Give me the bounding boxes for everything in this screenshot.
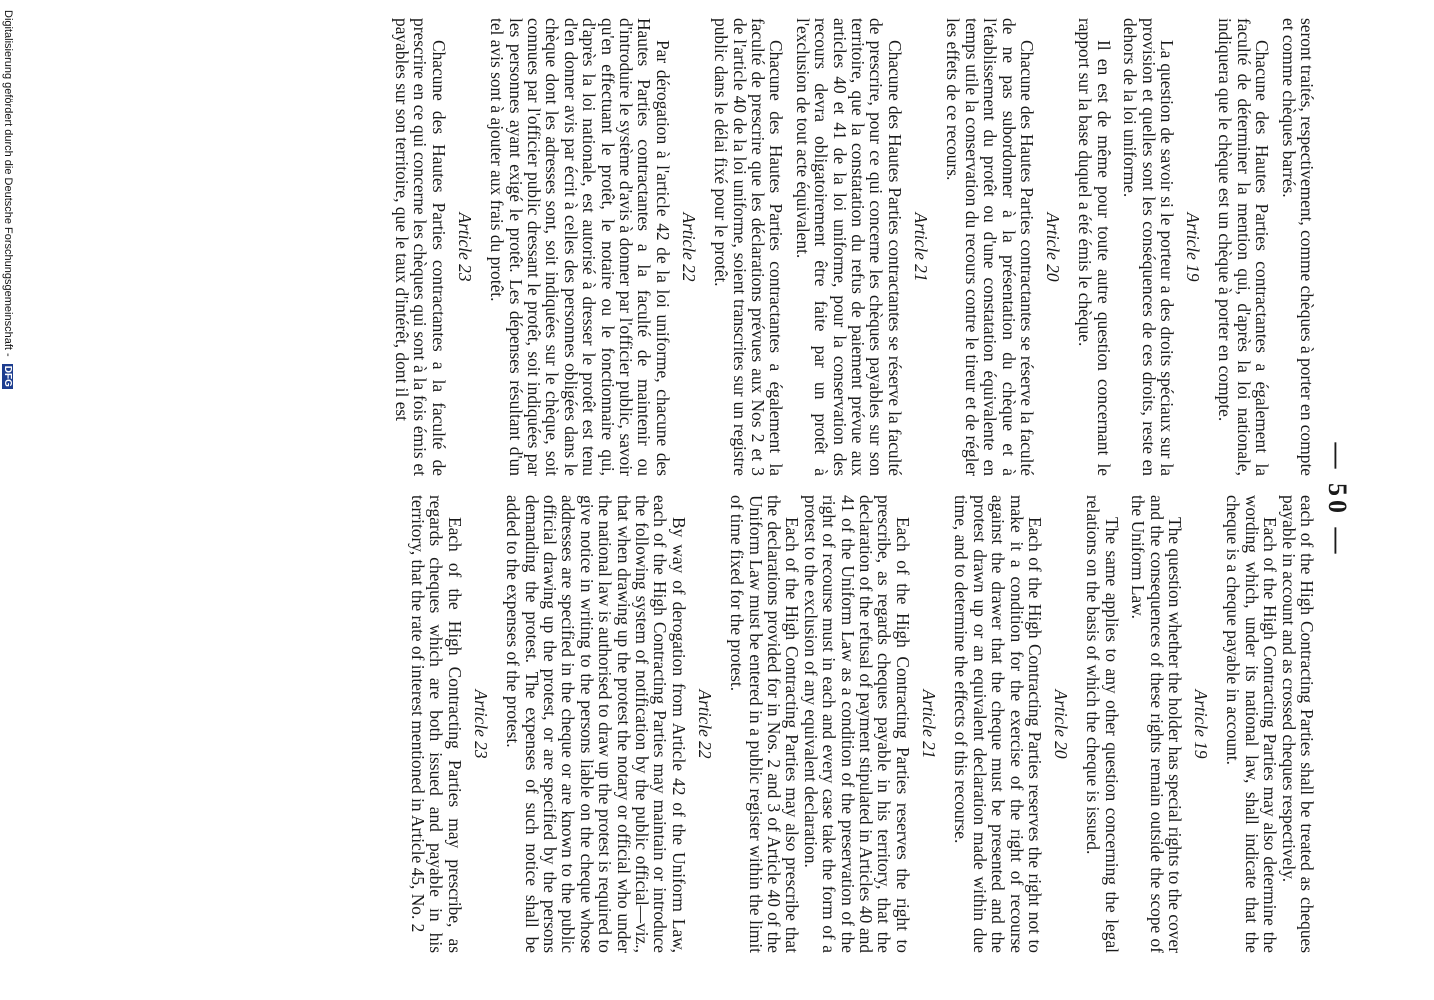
fr-article-20-heading: Article 20 bbox=[1042, 212, 1063, 282]
digitization-credit bbox=[2, 0, 14, 1000]
fr-article-22-heading: Article 22 bbox=[678, 212, 699, 282]
en-article-22-heading: Article 22 bbox=[694, 689, 715, 759]
page-number: — 50 — bbox=[1323, 442, 1352, 558]
fr-paragraph: Par dérogation à l'article 42 de la loi uniforme, chacune des Hautes Parties contractantes a la faculté de maintenir ou d'introduire le système d'avis à donner par l'officier public, savoir qu'en effectuant le protêt, le notaire ou le fonctionnaire qui, d'après la loi nationale, est autorisé à dresser le protêt est tenu d'en donner avis par écrit à celles des personnes obligées dans le chèque dont les adresses sont, soit indiquées sur le chèque, soit connues par l'officier public dressant le protêt, soit indiquées par les personnes ayant exigé le protêt. Les dépenses résultant d'un tel avis sont à ajouter aux frais du protêt. bbox=[487, 18, 673, 476]
en-paragraph: Each of the High Contracting Parties reserves the right to prescribe, as regards cheques payable in his territory, that the declaration of the refusal of payment stipulated in Articles 40 and 41 of the Uniform Law as a condition of the preservation of the right of recourse must in each and every case take the form of a protest to the exclusion of any equivalent declaration. bbox=[800, 495, 913, 953]
fr-paragraph: Chacune des Hautes Parties contractantes a également la faculté de déterminer la mention qui, d'après la loi nationale, indiquera que le chèque est un chèque à porter en compte. bbox=[1215, 18, 1273, 476]
en-paragraph: By way of derogation from Article 42 of the Uniform Law, each of the High Contracting Parties may maintain or introduce the following system of notification by the public official—viz., that when drawing up the protest the notary or official who under the national law is authorised to draw up the protest is required to give notice in writing to the persons liable on the cheque whose addresses are specified in the cheque or are known to the public official drawing up the protest, or are specified by the persons demanding the protest. The expenses of such notice shall be added to the expenses of the protest. bbox=[503, 495, 689, 953]
en-article-21-heading: Article 21 bbox=[918, 689, 939, 759]
fr-paragraph: Chacune des Hautes Parties contractantes se réserve la faculté de prescrire, pour ce qui concerne les chèques payables sur son territoire, que la constatation du refus de paiement prévue aux articles 40 et 41 de la loi uniforme, pour la conservation des recours devra obligatoirement être faite par un protêt à l'exclusion de tout acte équivalent. bbox=[792, 18, 905, 476]
en-paragraph: The question whether the holder has special rights to the cover and the consequences of these rights remain outside the scope of the Uniform Law. bbox=[1128, 495, 1185, 953]
dfg-logo: DFG bbox=[2, 365, 13, 387]
french-column bbox=[393, 18, 1316, 476]
en-paragraph: Each of the High Contracting Parties may also prescribe that the declarations provided for in Nos. 2 and 3 of Article 40 of the Uniform Law must be entered in a public register within the limit of time fixed for the protest. bbox=[727, 495, 803, 953]
fr-paragraph: Chacune des Hautes Parties contractantes a également la faculté de prescrire que les déclarations prévues aux Nos 2 et 3 de l'article 40 de la loi uniforme, soient transcrites sur un registre public dans le délai fixé pour le protêt. bbox=[711, 18, 787, 476]
fr-article-19-heading: Article 19 bbox=[1182, 212, 1203, 282]
en-article-19-heading: Article 19 bbox=[1190, 689, 1211, 759]
en-continuation: each of the High Contracting Parties shall be treated as cheques payable in account and as crossed cheques respectively. bbox=[1278, 495, 1317, 953]
fr-paragraph: La question de savoir si le porteur a des droits spéciaux sur la provision et quelles sont les conséquences de ces droits, reste en dehors de la loi uniforme. bbox=[1120, 18, 1177, 476]
fr-article-23-heading: Article 23 bbox=[454, 212, 475, 282]
en-paragraph: Each of the High Contracting Parties reserves the right not to make it a condition for the exercise of the right of recourse against the drawer that the cheque must be presented and the protest drawn up or an equivalent declaration made within due time, and to determine the effects of this recourse. bbox=[951, 495, 1045, 953]
fr-paragraph: Chacune des Hautes Parties contractantes se réserve la faculté de ne pas subordonner à la présentation du chèque et à l'établissement du protêt ou d'une constatation équivalente en temps utile la conservation du recours contre le tireur et de régler les effets de ce recours. bbox=[943, 18, 1037, 476]
en-paragraph: Each of the High Contracting Parties may also determine the wording which, under its national law, shall indicate that the cheque is a cheque payable in account. bbox=[1223, 495, 1281, 953]
credit-text: Digitalisierung gefördert durch die Deutsche Forschungsgemeinschaft - bbox=[2, 10, 14, 357]
en-article-23-heading: Article 23 bbox=[470, 689, 491, 759]
fr-article-21-heading: Article 21 bbox=[910, 212, 931, 282]
fr-paragraph: Il en est de même pour toute autre question concernant le rapport sur la base duquel a été émis le chèque. bbox=[1075, 18, 1114, 476]
fr-continuation: seront traités, respectivement, comme chèques à porter en compte et comme chèques barrés. bbox=[1278, 18, 1317, 476]
fr-paragraph: Chacune des Hautes Parties contractantes a la faculté de prescrire en ce qui concerne les chèques qui sont à la fois émis et payables sur son territoire, que le taux d'intérêt, dont il est bbox=[391, 18, 449, 476]
en-paragraph: The same applies to any other question concerning the legal relations on the basis of which the cheque is issued. bbox=[1083, 495, 1122, 953]
en-article-20-heading: Article 20 bbox=[1050, 689, 1071, 759]
en-paragraph: Each of the High Contracting Parties may prescribe, as regards cheques which are both issued and payable in his territory, that the rate of interest mentioned in Article 45, No. 2 bbox=[407, 495, 465, 953]
english-column bbox=[409, 495, 1316, 953]
